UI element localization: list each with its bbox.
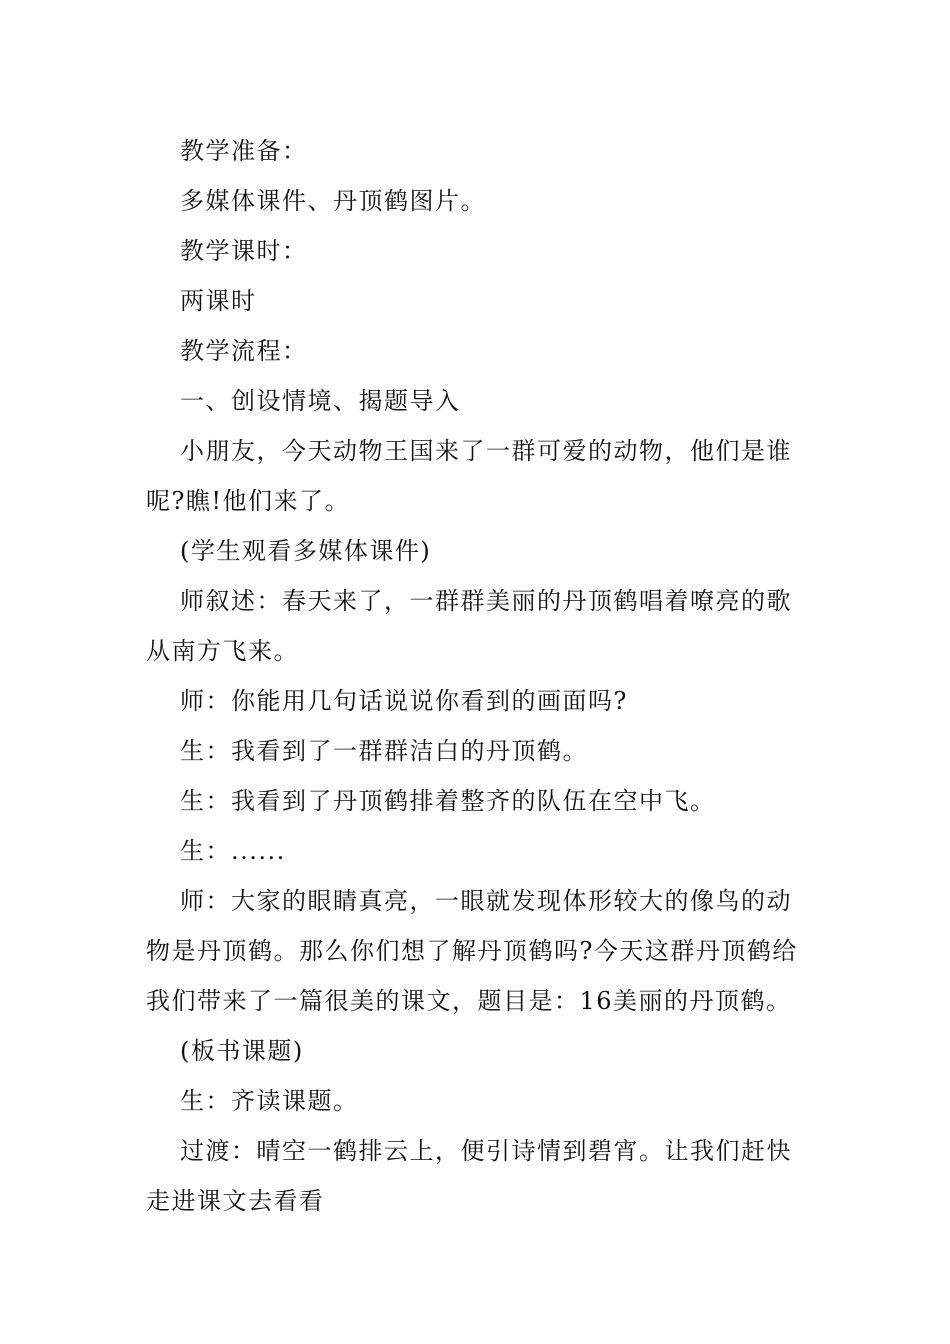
paragraph-teacher-summary: 师：大家的眼睛真亮，一眼就发现体形较大的像鸟的动物是丹顶鹤。那么你们想了解丹顶鹤吗?今天这群丹顶鹤给我们带来了一篇很美的课文，题目是：16美丽的丹顶鹤。 xyxy=(146,887,798,1015)
paragraph-student-watch: (学生观看多媒体课件) xyxy=(180,537,432,565)
paragraph-student-answer-3: 生：...... xyxy=(180,837,286,865)
paragraph-teacher-narration: 师叙述：春天来了，一群群美丽的丹顶鹤唱着嘹亮的歌从南方飞来。 xyxy=(146,587,792,665)
paragraph-process-heading: 教学流程： xyxy=(180,337,308,365)
paragraph-class-hours: 两课时 xyxy=(180,287,257,315)
paragraph-transition: 过渡：晴空一鹤排云上，便引诗情到碧宵。让我们赶快走进课文去看看 xyxy=(146,1137,792,1215)
paragraph-board-title: (板书课题) xyxy=(180,1037,304,1065)
paragraph-teaching-prep: 多媒体课件、丹顶鹤图片。 xyxy=(180,187,486,215)
paragraph-section-one-heading: 一、创设情境、揭题导入 xyxy=(180,387,461,415)
paragraph-intro: 小朋友，今天动物王国来了一群可爱的动物，他们是谁呢?瞧!他们来了。 xyxy=(146,437,792,515)
document-body xyxy=(146,126,810,1226)
paragraph-teaching-prep-heading: 教学准备： xyxy=(180,137,308,165)
paragraph-student-answer-1: 生：我看到了一群群洁白的丹顶鹤。 xyxy=(180,737,588,765)
paragraph-student-read: 生：齐读课题。 xyxy=(180,1087,359,1115)
paragraph-teacher-question: 师：你能用几句话说说你看到的画面吗? xyxy=(180,687,628,715)
paragraph-student-answer-2: 生：我看到了丹顶鹤排着整齐的队伍在空中飞。 xyxy=(180,787,716,815)
paragraph-class-hours-heading: 教学课时： xyxy=(180,237,308,265)
